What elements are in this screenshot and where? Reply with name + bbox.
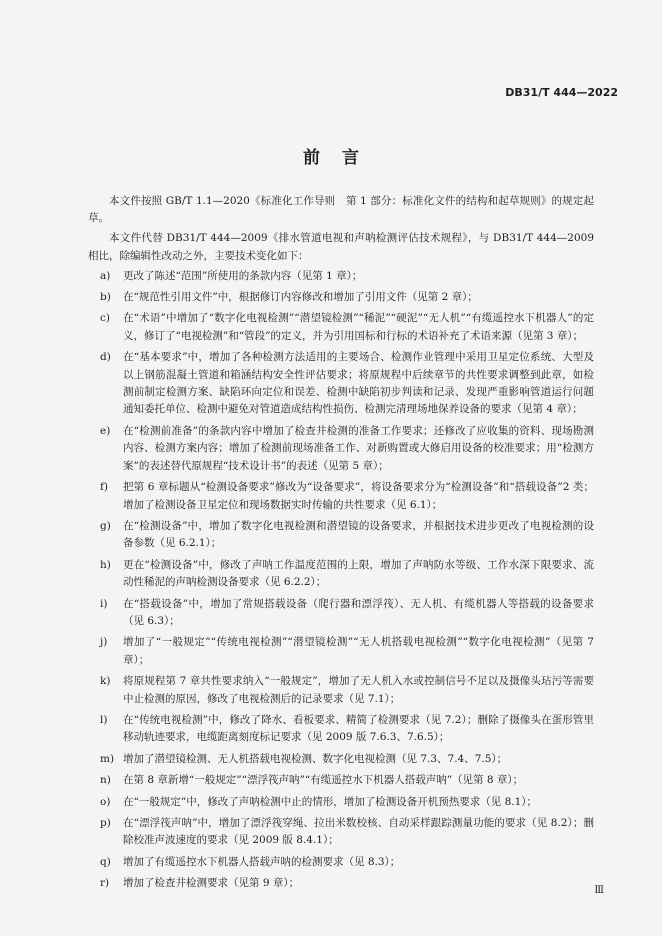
list-item-text: 增加了有缆遥控水下机器人搭载声呐的检测要求（见 8.3）； xyxy=(123,855,401,868)
list-item-marker: m) xyxy=(100,752,115,765)
list-item-marker: d) xyxy=(100,351,111,364)
document-number: DB31/T 444—2022 xyxy=(505,86,618,99)
list-item xyxy=(88,479,594,514)
page-number: Ⅲ xyxy=(594,885,604,896)
list-item-marker: p) xyxy=(100,817,111,829)
list-item xyxy=(88,875,594,892)
list-item-marker: b) xyxy=(100,291,111,304)
list-item-text: 在“漂浮筏声呐”中，增加了漂浮筏穿绳、拉出米数校核、自动采样跟踪测量功能的要求（见 8.2）；删除校准声波速度的要求（见 2009 版 8.4.1）； xyxy=(123,817,594,847)
list-item-marker: r) xyxy=(100,877,110,890)
list-item-text: 在“基本要求”中，增加了各种检测方法适用的主要场合、检测作业管理中采用卫星定位系统、大型及以上钢筋混凝土管道和箱涵结构安全性评估要求；将原规程中后续章节的共性要求调整到此章，如检测前制定检测方案、缺陷环向定位和误差、检测中缺陷初步判读和记录、发现严重影响管道运行问题通知委托单位、检测中避免对管道造成结构性损伤、检测完清理场地保养设备的要求（见第 4 章）； xyxy=(123,351,594,416)
list-item xyxy=(88,815,594,850)
list-item-text: 在“规范性引用文件”中，根据修订内容修改和增加了引用文件（见第 2 章）； xyxy=(123,291,478,304)
list-item-text: 增加了“一般规定”“传统电视检测”“潜望镜检测”“无人机搭载电视检测”“数字化电视检测”（见第 7 章）； xyxy=(123,636,594,666)
list-item xyxy=(88,518,594,553)
list-item-marker: a) xyxy=(100,269,111,282)
list-item-text: 增加了检查井检测要求（见第 9 章）； xyxy=(123,877,300,890)
list-item xyxy=(88,596,594,631)
list-item xyxy=(88,557,594,592)
list-item xyxy=(88,751,594,768)
list-item-text: 更在“检测设备”中，修改了声呐工作温度范围的上限，增加了声呐防水等级、工作水深下限要求、流动性稀泥的声呐检测设备要求（见 6.2.2）； xyxy=(123,558,594,589)
list-item-text: 在第 8 章新增“一般规定”“漂浮筏声呐”“有缆遥控水下机器人搭载声呐”（见第 8 章）； xyxy=(123,774,524,787)
list-item-text: 在“传统电视检测”中，修改了降水、看板要求、精简了检测要求（见 7.2）；删除了摄像头在蛋形管里移动轨迹要求，电缆距离刻度标记要求（见 2009 版 7.6.3、7.6.5）； xyxy=(123,713,594,744)
list-item-marker: l) xyxy=(100,713,108,726)
intro-paragraph: 本文件代替 DB31/T 444—2009《排水管道电视和声呐检测评估技术规程》，与 DB31/T 444—2009 相比，除编辑性改动之外，主要技术变化如下： xyxy=(88,232,594,262)
list-item-marker: j) xyxy=(100,636,108,649)
list-item xyxy=(88,854,594,871)
list-item-text: 将原规程第 7 章共性要求纳入“一般规定”，增加了无人机入水或控制信号不足以及摄像头玷污等需要中止检测的原因，修改了电视检测后的记录要求（见 7.1）； xyxy=(123,675,594,705)
list-item-text: 在“术语”中增加了“数字化电视检测”“潜望镜检测”“稀泥”“硬泥”“无人机”“有缆遥控水下机器人”的定义，修订了“电视检测”和“管段”的定义，并为引用国标和行标的术语补充了术语来源（见第 3 章）； xyxy=(123,312,594,342)
list-item xyxy=(88,634,594,669)
list-item-marker: i) xyxy=(100,597,108,610)
page-title: 前言 xyxy=(303,148,381,168)
list-item-marker: k) xyxy=(100,675,111,688)
list-item-marker: f) xyxy=(100,481,108,494)
list-item-marker: o) xyxy=(100,795,111,808)
list-item-text: 更改了陈述“范围”所使用的条款内容（见第 1 章）； xyxy=(123,269,363,282)
intro-paragraph: 本文件按照 GB/T 1.1—2020《标准化工作导则 第 1 部分：标准化文件的结构和起草规则》的规定起草。 xyxy=(88,195,594,225)
list-item xyxy=(88,673,594,708)
list-item-text: 增加了潜望镜检测、无人机搭载电视检测、数字化电视检测（见 7.3、7.4、7.5）； xyxy=(123,752,508,765)
list-item-text: 在“一般规定”中，修改了声呐检测中止的情形，增加了检测设备开机预热要求（见 8.1）； xyxy=(123,795,538,808)
list-item-marker: e) xyxy=(100,424,111,437)
foreword-body xyxy=(88,193,594,897)
list-item xyxy=(88,423,594,475)
list-item-text: 在“搭载设备”中，增加了常规搭载设备（爬行器和漂浮筏）、无人机、有缆机器人等搭载的设备要求（见 6.3）； xyxy=(123,597,594,627)
list-item xyxy=(88,794,594,811)
list-item xyxy=(88,772,594,789)
list-item xyxy=(88,268,594,285)
list-item-marker: h) xyxy=(100,558,111,571)
list-item xyxy=(88,712,594,747)
list-item-text: 把第 6 章标题从“检测设备要求”修改为“设备要求”，将设备要求分为“检测设备”和“搭载设备”2 类；增加了检测设备卫星定位和现场数据实时传输的共性要求（见 6.1）； xyxy=(123,481,594,511)
list-item xyxy=(88,310,594,345)
list-item xyxy=(88,349,594,419)
list-item-marker: q) xyxy=(100,855,111,868)
list-item-marker: c) xyxy=(100,312,110,325)
list-item-text: 在“检测前准备”的条款内容中增加了检查井检测的准备工作要求；还修改了应收集的资料、现场勘测内容、检测方案内容；增加了检测前现场准备工作、对新购置或大修启用设备的校准要求；用“检测方案”的表述替代原规程“技术设计书”的表述（见第 5 章）； xyxy=(123,424,594,472)
change-list xyxy=(88,268,594,893)
list-item-marker: g) xyxy=(100,519,111,532)
list-item-marker: n) xyxy=(100,774,111,787)
list-item xyxy=(88,289,594,306)
list-item-text: 在“检测设备”中，增加了数字化电视检测和潜望镜的设备要求，并根据技术进步更改了电视检测的设备参数（见 6.2.1）； xyxy=(123,519,594,550)
